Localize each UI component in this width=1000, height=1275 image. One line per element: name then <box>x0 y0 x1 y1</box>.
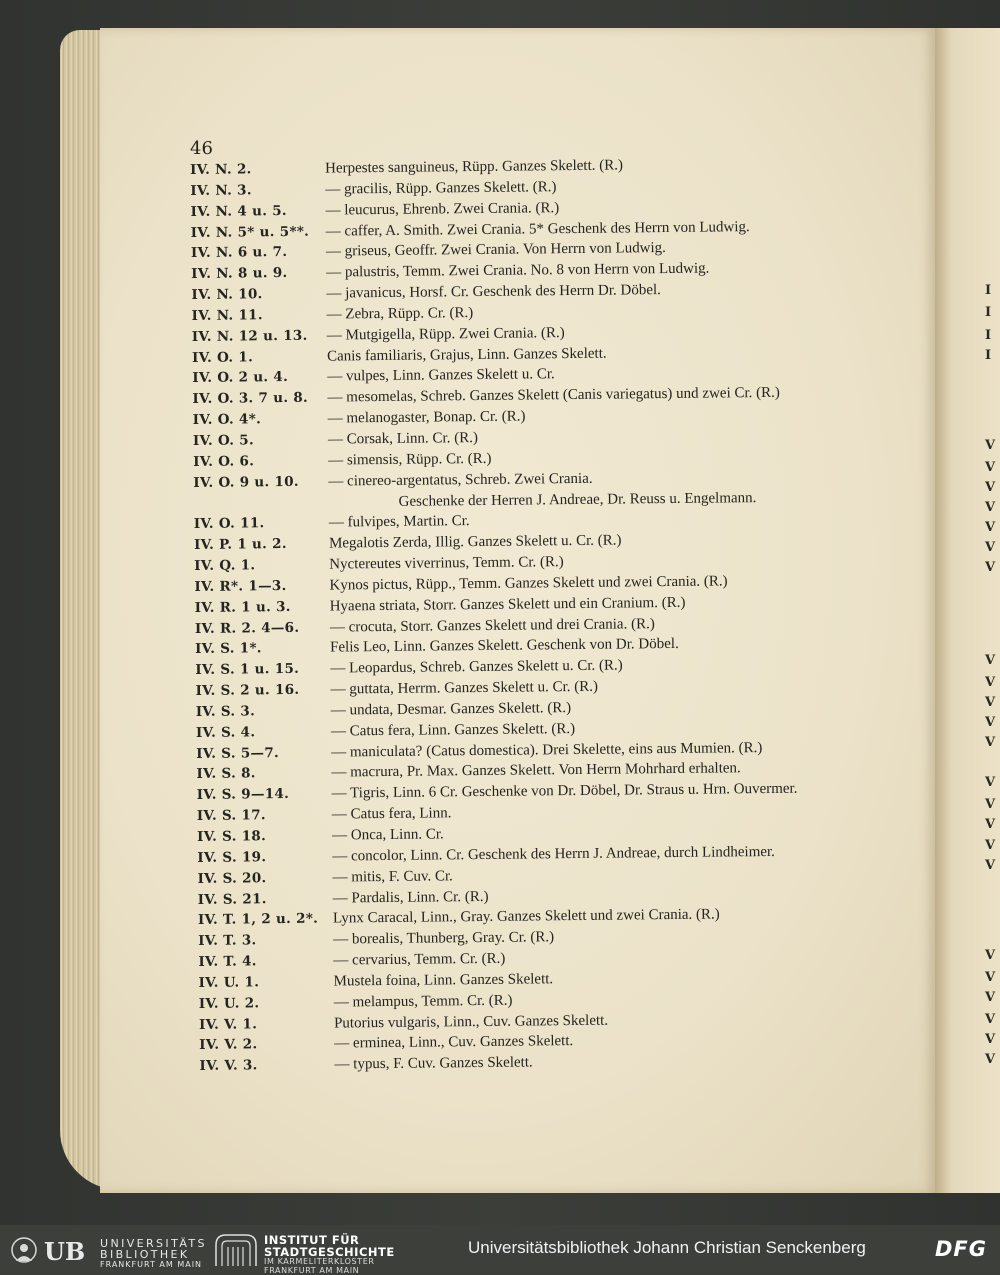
catalog-entries <box>190 152 920 1077</box>
entry-code: IV. T. 4. <box>198 951 333 973</box>
entry-code: IV. N. 8 u. 9. <box>191 263 326 285</box>
dfg-logo: DFG <box>935 1237 987 1261</box>
entry-code: IV. N. 2. <box>190 159 325 181</box>
entry-description: — mitis, F. Cuv. Cr. <box>332 866 453 888</box>
entry-code: IV. S. 9—14. <box>197 784 332 806</box>
entry-description: — crocuta, Storr. Ganzes Skelett und drei Crania. (R.) <box>330 614 655 638</box>
entry-description: — Catus fera, Linn. <box>332 803 452 825</box>
entry-description: Canis familiaris, Grajus, Linn. Ganzes Skelett. <box>327 343 607 367</box>
entry-description: Megalotis Zerda, Illig. Ganzes Skelett u. Cr. (R.) <box>329 531 622 555</box>
entry-description: — cervarius, Temm. Cr. (R.) <box>333 949 505 972</box>
entry-description: — melanogaster, Bonap. Cr. (R.) <box>328 407 526 430</box>
entry-description: — maniculata? (Catus domestica). Drei Skelette, eins aus Mumien. (R.) <box>331 738 762 763</box>
entry-code: IV. S. 1 u. 15. <box>195 659 330 681</box>
library-title: Universitätsbibliothek Johann Christian Senckenberg <box>468 1238 866 1258</box>
isg-logo-icon <box>214 1233 258 1267</box>
entry-code: IV. O. 4*. <box>193 409 328 431</box>
entry-code: IV. S. 5—7. <box>196 742 331 764</box>
ub-line1: UNIVERSITÄTS <box>100 1238 207 1249</box>
entry-code: IV. S. 2 u. 16. <box>195 680 330 702</box>
entry-code: IV. N. 4 u. 5. <box>190 200 325 222</box>
entry-description: — guttata, Herrm. Ganzes Skelett u. Cr. (R.) <box>330 677 598 701</box>
entry-description: — gracilis, Rüpp. Ganzes Skelett. (R.) <box>325 177 556 200</box>
entry-code: IV. N. 3. <box>190 179 325 201</box>
entry-description: — palustris, Temm. Zwei Crania. No. 8 von Herrn von Ludwig. <box>326 259 709 284</box>
ub-line2: BIBLIOTHEK <box>100 1249 207 1260</box>
entry-description: — leucurus, Ehrenb. Zwei Crania. (R.) <box>325 198 559 221</box>
entry-code: IV. Q. 1. <box>194 555 329 577</box>
entry-code: IV. N. 10. <box>191 284 326 306</box>
entry-description: — concolor, Linn. Cr. Geschenk des Herrn J. Andreae, durch Lindheimer. <box>332 842 775 867</box>
ub-line3: FRANKFURT AM MAIN <box>100 1260 207 1269</box>
entry-code: IV. S. 3. <box>196 700 331 722</box>
isg-line1: INSTITUT FÜR <box>264 1234 395 1246</box>
entry-description: Kynos pictus, Rüpp., Temm. Ganzes Skelett und zwei Crania. (R.) <box>329 571 727 596</box>
entry-code: IV. N. 11. <box>192 304 327 326</box>
entry-description: — typus, F. Cuv. Ganzes Skelett. <box>334 1053 532 1076</box>
entry-description: — cinereo-argentatus, Schreb. Zwei Crania. <box>328 468 592 492</box>
entry-code: IV. R. 2. 4—6. <box>195 617 330 639</box>
entry-description: — simensis, Rüpp. Cr. (R.) <box>328 449 492 472</box>
entry-description: — vulpes, Linn. Ganzes Skelett u. Cr. <box>327 365 555 388</box>
entry-code: IV. O. 5. <box>193 430 328 452</box>
entry-code: IV. N. 6 u. 7. <box>191 242 326 264</box>
entry-code: IV. P. 1 u. 2. <box>194 534 329 556</box>
entry-description: Hyaena striata, Storr. Ganzes Skelett und ein Cranium. (R.) <box>330 593 686 618</box>
right-page-fragments: I I I I V V V V V V V V V V V V V V V V V V V V V V V <box>985 0 1000 1225</box>
entry-code: IV. S. 17. <box>197 805 332 827</box>
entry-code: IV. O. 3. 7 u. 8. <box>192 388 327 410</box>
entry-code: IV. O. 2 u. 4. <box>192 367 327 389</box>
entry-description: — fulvipes, Martin. Cr. <box>329 511 470 533</box>
entry-description: Herpestes sanguineus, Rüpp. Ganzes Skelett. (R.) <box>325 155 623 179</box>
ub-wordmark <box>100 1238 207 1269</box>
page-number: 46 <box>190 138 213 159</box>
entry-description: — borealis, Thunberg, Gray. Cr. (R.) <box>333 927 554 950</box>
ub-logo-icon <box>10 1235 95 1265</box>
entry-description: — melampus, Temm. Cr. (R.) <box>334 990 513 1013</box>
entry-code: IV. S. 20. <box>197 867 332 889</box>
entry-description: Lynx Caracal, Linn., Gray. Ganzes Skelett und zwei Crania. (R.) <box>333 905 720 930</box>
entry-description: — caffer, A. Smith. Zwei Crania. 5* Geschenk des Herrn von Ludwig. <box>326 217 750 242</box>
entry-description: Nyctereutes viverrinus, Temm. Cr. (R.) <box>329 552 564 575</box>
entry-code: IV. V. 2. <box>199 1034 334 1056</box>
entry-description: Felis Leo, Linn. Ganzes Skelett. Geschenk von Dr. Döbel. <box>330 634 679 658</box>
entry-description: — Mutgigella, Rüpp. Zwei Crania. (R.) <box>327 323 565 346</box>
entry-description: — macrura, Pr. Max. Ganzes Skelett. Von Herrn Mohrhard erhalten. <box>331 759 741 784</box>
entry-code: IV. S. 1*. <box>195 638 330 660</box>
entry-code: IV. S. 19. <box>197 846 332 868</box>
entry-code: IV. O. 1. <box>192 346 327 368</box>
isg-line4: FRANKFURT AM MAIN <box>264 1267 395 1275</box>
entry-code: IV. S. 21. <box>198 888 333 910</box>
entry-code: IV. N. 12 u. 13. <box>192 325 327 347</box>
entry-code: IV. S. 4. <box>196 721 331 743</box>
entry-code: IV. N. 5* u. 5**. <box>191 221 326 243</box>
entry-code: IV. O. 11. <box>194 513 329 535</box>
entry-description: — undata, Desmar. Ganzes Skelett. (R.) <box>331 698 572 721</box>
entry-code: IV. T. 1, 2 u. 2*. <box>198 909 333 931</box>
entry-code: IV. U. 2. <box>199 992 334 1014</box>
entry-description: — Onca, Linn. Cr. <box>332 824 444 846</box>
entry-description: — javanicus, Horsf. Cr. Geschenk des Herrn Dr. Döbel. <box>326 280 661 304</box>
entry-description: — Pardalis, Linn. Cr. (R.) <box>333 886 489 908</box>
entry-code: IV. O. 9 u. 10. <box>193 471 328 493</box>
ub-logo-mark: UB <box>44 1237 85 1265</box>
entry-code: IV. R*. 1—3. <box>194 575 329 597</box>
entry-code: IV. O. 6. <box>193 450 328 472</box>
entry-code: IV. S. 18. <box>197 826 332 848</box>
entry-description: — Catus fera, Linn. Ganzes Skelett. (R.) <box>331 719 575 742</box>
entry-description: — Zebra, Rüpp. Cr. (R.) <box>327 303 474 325</box>
isg-line2: STADTGESCHICHTE <box>264 1246 395 1258</box>
entry-code: IV. V. 3. <box>199 1055 334 1077</box>
entry-description: — Leopardus, Schreb. Ganzes Skelett u. Cr. (R.) <box>330 656 623 680</box>
isg-line3: IM KARMELITERKLOSTER <box>264 1258 395 1267</box>
entry-code <box>193 492 328 493</box>
entry-description: Geschenke der Herren J. Andreae, Dr. Reuss u. Engelmann. <box>398 488 756 513</box>
entry-code: IV. V. 1. <box>199 1013 334 1035</box>
entry-code: IV. T. 3. <box>198 930 333 952</box>
entry-description: — mesomelas, Schreb. Ganzes Skelett (Canis variegatus) und zwei Cr. (R.) <box>327 383 780 409</box>
entry-code: IV. U. 1. <box>199 971 334 993</box>
entry-code: IV. S. 8. <box>196 763 331 785</box>
entry-description: Mustela foina, Linn. Ganzes Skelett. <box>334 969 554 992</box>
isg-wordmark <box>264 1234 395 1275</box>
entry-description: — Corsak, Linn. Cr. (R.) <box>328 428 478 450</box>
entry-description: — erminea, Linn., Cuv. Ganzes Skelett. <box>334 1031 573 1054</box>
entry-description: — Tigris, Linn. 6 Cr. Geschenke von Dr. Döbel, Dr. Straus u. Hrn. Ouvermer. <box>332 779 798 805</box>
entry-description: Putorius vulgaris, Linn., Cuv. Ganzes Skelett. <box>334 1010 608 1034</box>
entry-description: — griseus, Geoffr. Zwei Crania. Von Herrn von Ludwig. <box>326 238 666 262</box>
entry-code: IV. R. 1 u. 3. <box>195 596 330 618</box>
footer-bar <box>0 1225 1000 1273</box>
